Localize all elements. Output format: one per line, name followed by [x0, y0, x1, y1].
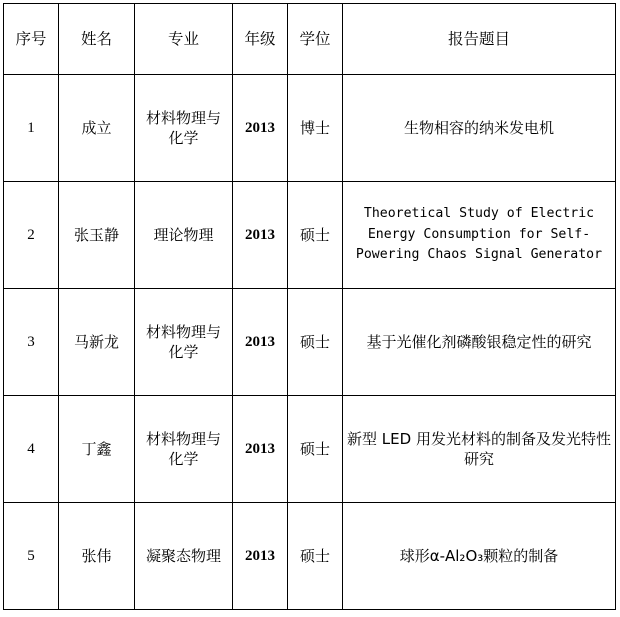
table-row	[4, 503, 616, 610]
header-year: 年级	[233, 4, 288, 75]
header-major: 专业	[135, 4, 233, 75]
cell-major: 理论物理	[135, 182, 233, 289]
cell-index: 1	[4, 75, 59, 182]
cell-major: 材料物理与化学	[135, 396, 233, 503]
cell-major: 凝聚态物理	[135, 503, 233, 610]
cell-year: 2013	[233, 289, 288, 396]
cell-major: 材料物理与化学	[135, 289, 233, 396]
cell-degree: 博士	[288, 75, 343, 182]
cell-major: 材料物理与化学	[135, 75, 233, 182]
cell-index: 5	[4, 503, 59, 610]
cell-report-title: 新型 LED 用发光材料的制备及发光特性研究	[343, 396, 616, 503]
cell-report-title: 生物相容的纳米发电机	[343, 75, 616, 182]
report-table	[3, 3, 616, 610]
header-degree: 学位	[288, 4, 343, 75]
cell-report-title: Theoretical Study of Electric Energy Consumption for Self-Powering Chaos Signal Generator	[343, 182, 616, 289]
cell-name: 成立	[59, 75, 135, 182]
table-row	[4, 289, 616, 396]
cell-year: 2013	[233, 396, 288, 503]
cell-degree: 硕士	[288, 396, 343, 503]
cell-report-title: 基于光催化剂磷酸银稳定性的研究	[343, 289, 616, 396]
cell-index: 4	[4, 396, 59, 503]
cell-degree: 硕士	[288, 503, 343, 610]
cell-name: 张玉静	[59, 182, 135, 289]
cell-year: 2013	[233, 75, 288, 182]
cell-degree: 硕士	[288, 182, 343, 289]
cell-name: 丁鑫	[59, 396, 135, 503]
cell-year: 2013	[233, 503, 288, 610]
cell-name: 马新龙	[59, 289, 135, 396]
cell-report-title: 球形α-Al₂O₃颗粒的制备	[343, 503, 616, 610]
cell-name: 张伟	[59, 503, 135, 610]
table-row	[4, 396, 616, 503]
header-report-title: 报告题目	[343, 4, 616, 75]
cell-index: 2	[4, 182, 59, 289]
cell-degree: 硕士	[288, 289, 343, 396]
header-name: 姓名	[59, 4, 135, 75]
cell-index: 3	[4, 289, 59, 396]
header-row	[4, 4, 616, 75]
cell-year: 2013	[233, 182, 288, 289]
table-row	[4, 75, 616, 182]
table-row	[4, 182, 616, 289]
header-index: 序号	[4, 4, 59, 75]
